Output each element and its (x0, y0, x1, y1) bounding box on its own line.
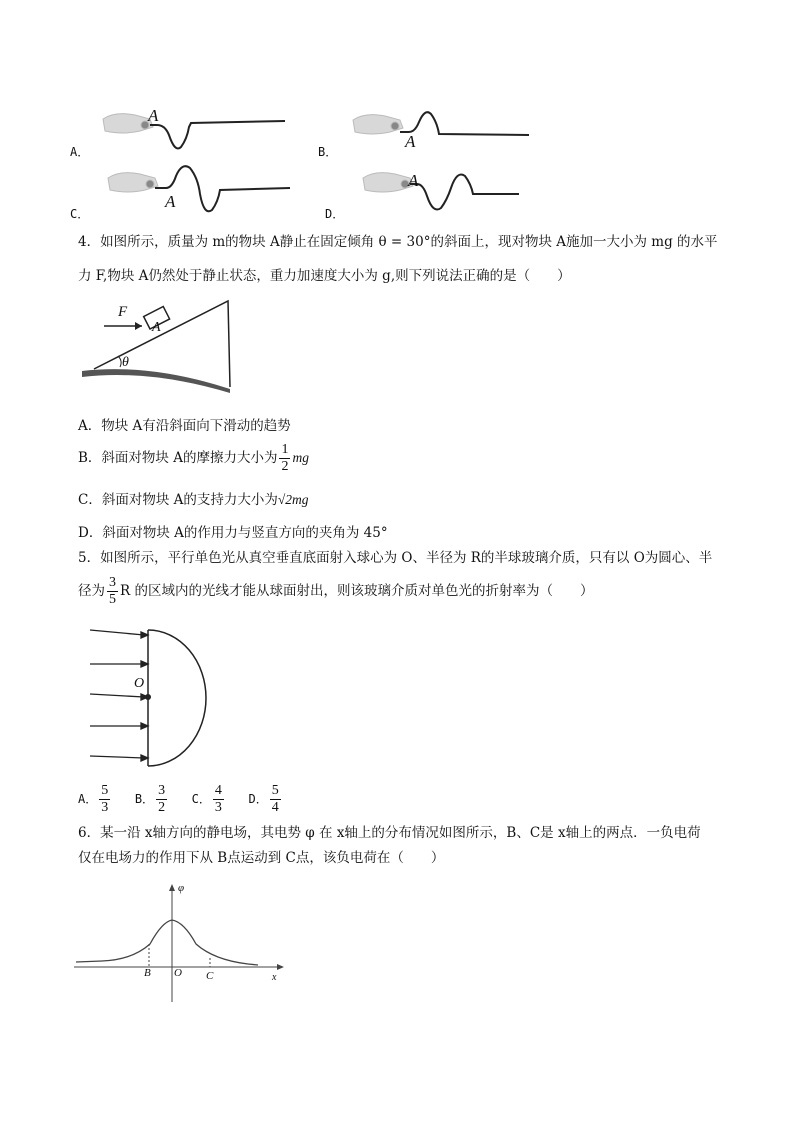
q5-option-b-fraction (156, 783, 167, 816)
q3-option-b-figure (345, 108, 535, 158)
q5-options (78, 779, 283, 819)
q6-stem-line1: 6．某一沿 x轴方向的静电场，其电势 φ 在 x轴上的分布情况如图所示，B、C是 x轴上的两点．一负电荷 (78, 825, 701, 841)
q6-potential-graph (72, 882, 287, 1004)
q4-option-d: D．斜面对物块 A的作用力与竖直方向的夹角为 45° (78, 525, 388, 541)
hand-icon (363, 173, 413, 192)
q6-fig-c-label: C (206, 970, 214, 982)
q6-stem-line2: 仅在电场力的作用下从 B点运动到 C点，该负电荷在（ ） (78, 850, 445, 866)
q4-option-c-value: √2mg (277, 492, 309, 507)
q4-option-b-text: B．斜面对物块 A的摩擦力大小为 (78, 450, 278, 466)
q4-fig-block-label: A (152, 320, 161, 335)
q4-incline-figure (80, 297, 240, 397)
q3-option-d-label: D． (325, 207, 345, 221)
wave-a (150, 121, 285, 149)
wave-d (410, 175, 519, 210)
q6-fig-phi-label: φ (178, 882, 185, 894)
q4-stem-line1: 4．如图所示，质量为 m的物块 A静止在固定倾角 θ = 30°的斜面上，现对物块 A施加一大小为 mg 的水平 (78, 234, 718, 250)
q4-option-b-unit: mg (292, 450, 309, 465)
hand-icon (108, 173, 158, 192)
q4-option-c-text: C．斜面对物块 A的支持力大小为 (78, 492, 278, 508)
q4-fig-angle-label: θ (122, 355, 129, 370)
q4-stem-line2: 力 F,物块 A仍然处于静止状态，重力加速度大小为 g,则下列说法正确的是（ ） (78, 268, 571, 284)
q5-option-c-fraction (213, 783, 224, 816)
fraction-numerator: 3 (158, 783, 166, 798)
q6-fig-x-label: x (272, 972, 277, 983)
q5-option-d-label: D． (248, 792, 268, 806)
q3-option-a-label: A． (70, 145, 90, 159)
q4-fig-force-label: F (118, 304, 128, 320)
q5-stem-line2 (78, 573, 593, 609)
q5-stem-line2-pre: 径为 (78, 583, 105, 599)
q3-d-point-label: A (408, 171, 419, 190)
q3-option-c-label: C． (70, 207, 90, 221)
q5-fig-center-label: O (134, 676, 145, 691)
fraction-numerator: 1 (281, 442, 289, 457)
q5-stem-fraction (107, 575, 118, 608)
q5-option-b-label: B． (134, 792, 155, 806)
fraction-denominator: 2 (281, 459, 289, 474)
q5-option-a (78, 783, 112, 815)
q4-option-c (78, 490, 309, 510)
q4-option-a: A．物块 A有沿斜面向下滑动的趋势 (78, 418, 291, 434)
q3-option-d-figure (355, 162, 525, 222)
q5-option-d (248, 783, 282, 815)
fraction-numerator: 4 (214, 783, 222, 798)
q5-stem-line2-post: R 的区域内的光线才能从球面射出，则该玻璃介质对单色光的折射率为（ ） (120, 583, 594, 599)
q3-option-b-label: B． (318, 145, 338, 159)
fraction-denominator: 4 (271, 800, 279, 815)
q3-option-a-figure (95, 105, 305, 165)
q5-option-c (191, 783, 226, 815)
q5-option-d-fraction (270, 783, 281, 816)
q5-option-a-label: A． (78, 792, 98, 806)
fraction-denominator: 3 (214, 800, 222, 815)
q5-hemisphere-figure (88, 626, 218, 770)
fraction-denominator: 2 (158, 800, 166, 815)
q6-fig-origin-label: O (174, 967, 182, 979)
fraction-denominator: 5 (109, 592, 116, 607)
q4-option-b-fraction (279, 442, 290, 475)
q5-stem-line1: 5．如图所示，平行单色光从真空垂直底面射入球心为 O、半径为 R的半球玻璃介质，只有以 O为圆心、半 (78, 550, 713, 566)
fraction-denominator: 3 (101, 800, 109, 815)
q3-b-point-label: A (405, 132, 416, 151)
q3-option-c-figure (100, 160, 300, 222)
fraction-numerator: 5 (101, 783, 109, 798)
hand-icon (103, 114, 153, 133)
q3-c-point-label: A (165, 192, 176, 211)
q5-option-b (134, 783, 169, 815)
wave-b (400, 112, 529, 135)
q5-option-a-fraction (99, 783, 110, 816)
q3-a-point-label: A (148, 106, 159, 125)
fraction-numerator: 3 (109, 575, 116, 590)
q6-fig-b-label: B (144, 967, 151, 979)
q5-option-c-label: C． (191, 792, 211, 806)
q4-option-b (78, 441, 309, 475)
fraction-numerator: 5 (271, 783, 279, 798)
hand-icon (353, 115, 403, 134)
